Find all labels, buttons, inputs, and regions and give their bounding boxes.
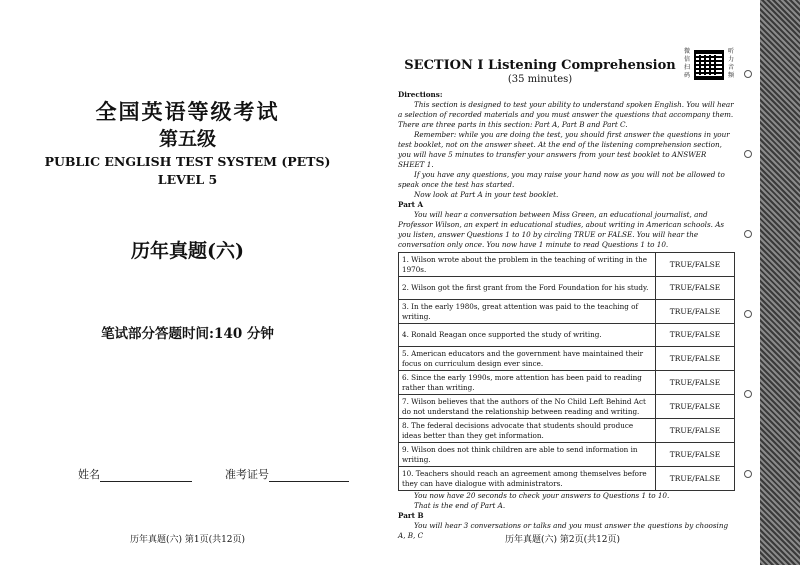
section-time: (35 minutes): [507, 74, 573, 85]
question-text: 8. The federal decisions advocate that students should produce ideas better than they get information.: [399, 419, 656, 443]
question-text: 9. Wilson does not think children are able to send information in writing.: [399, 443, 656, 467]
table-row: [399, 300, 735, 324]
exam-title-en: PUBLIC ENGLISH TEST SYSTEM (PETS): [44, 154, 331, 169]
cover-page: [0, 0, 375, 565]
binding-hole: [744, 70, 752, 78]
binding-hole: [744, 470, 752, 478]
true-false-choice[interactable]: TRUE/FALSE: [656, 277, 735, 300]
page-footer: 历年真题(六) 第2页(共12页): [504, 535, 621, 545]
level-en: LEVEL 5: [157, 172, 218, 187]
exam-title-cn: 全国英语等级考试: [95, 99, 280, 124]
question-text: 5. American educators and the government have maintained their focus on curriculum design ever since.: [399, 347, 656, 371]
question-text: 3. In the early 1980s, great attention was paid to the teaching of writing.: [399, 300, 656, 324]
table-row: [399, 277, 735, 300]
paper-title: 历年真题(六): [131, 240, 244, 262]
true-false-choice[interactable]: TRUE/FALSE: [656, 419, 735, 443]
table-row: [399, 347, 735, 371]
true-false-choice[interactable]: TRUE/FALSE: [656, 371, 735, 395]
qr-code-icon[interactable]: [694, 50, 724, 80]
true-false-choice[interactable]: TRUE/FALSE: [656, 347, 735, 371]
binding-hole: [744, 150, 752, 158]
table-row: [399, 443, 735, 467]
qr-caption-right: 听力音频: [728, 48, 735, 79]
part-b-intro: You will hear 3 conversations or talks and you must answer the questions by choosing A, B, C: [398, 521, 729, 540]
directions-para-3: If you have any questions, you may raise your hand now as you will not be allowed to speak once the test has started.: [398, 170, 725, 189]
exam-number-field[interactable]: [225, 466, 349, 482]
true-false-choice[interactable]: TRUE/FALSE: [656, 443, 735, 467]
table-row: [399, 419, 735, 443]
exam-number-blank[interactable]: [269, 471, 349, 482]
section-body: [398, 90, 735, 541]
table-row: [399, 324, 735, 347]
true-false-choice[interactable]: TRUE/FALSE: [656, 300, 735, 324]
qr-caption-left: 微信扫码: [684, 48, 691, 79]
true-false-choice[interactable]: TRUE/FALSE: [656, 324, 735, 347]
question-text: 10. Teachers should reach an agreement among themselves before they can have dialogue with administrators.: [399, 467, 656, 491]
name-label: 姓名: [78, 468, 100, 481]
question-text: 2. Wilson got the first grant from the Ford Foundation for his study.: [399, 277, 656, 300]
directions-para-1: This section is designed to test your ability to understand spoken English. You will hear a selection of recorded materials and you must answer the questions that accompany them. There are three parts in this section: Part A, Part B and Part C.: [398, 100, 734, 129]
true-false-choice[interactable]: TRUE/FALSE: [656, 253, 735, 277]
part-b-heading: Part B: [398, 511, 424, 520]
question-text: 1. Wilson wrote about the problem in the teaching of writing in the 1970s.: [399, 253, 656, 277]
exam-number-label: 准考证号: [225, 468, 269, 481]
part-a-heading: Part A: [398, 200, 424, 209]
table-row: [399, 253, 735, 277]
table-row: [399, 395, 735, 419]
end-part-a-note: That is the end of Part A.: [414, 501, 506, 510]
listening-page: [390, 0, 735, 565]
directions-para-4: Now look at Part A in your test booklet.: [414, 190, 559, 199]
table-row: [399, 371, 735, 395]
table-row: [399, 467, 735, 491]
check-answers-note: You now have 20 seconds to check your answers to Questions 1 to 10.: [414, 491, 670, 500]
binding-hole: [744, 310, 752, 318]
true-false-choice[interactable]: TRUE/FALSE: [656, 467, 735, 491]
time-note: 笔试部分答题时间:140 分钟: [101, 326, 274, 342]
page-footer: 历年真题(六) 第1页(共12页): [129, 535, 246, 545]
directions-heading: Directions:: [398, 90, 443, 99]
level-cn: 第五级: [158, 128, 216, 150]
binding-hole: [744, 230, 752, 238]
true-false-choice[interactable]: TRUE/FALSE: [656, 395, 735, 419]
question-text: 4. Ronald Reagan once supported the study of writing.: [399, 324, 656, 347]
directions-para-2: Remember: while you are doing the test, you should first answer the questions in your test booklet, not on the answer sheet. At the end of the listening comprehension section, you will have 5 minutes to transfer your answers from your test booklet to ANSWER SHEET 1.: [398, 130, 730, 169]
binding-holes: [744, 0, 754, 565]
name-blank[interactable]: [100, 471, 192, 482]
questions-table: [398, 252, 735, 491]
part-a-intro: You will hear a conversation between Miss Green, an educational journalist, and Professor Wilson, an expert in educational studies, about writing in American schools. As you listen, answer Questions 1 to 10 by circling TRUE or FALSE. You will hear the conversation only once. You now have 1 minute to read Questions 1 to 10.: [398, 210, 725, 249]
binding-strip: [760, 0, 800, 565]
binding-hole: [744, 390, 752, 398]
question-text: 6. Since the early 1990s, more attention has been paid to reading rather than writing.: [399, 371, 656, 395]
section-title: SECTION I Listening Comprehension: [404, 58, 676, 73]
question-text: 7. Wilson believes that the authors of the No Child Left Behind Act do not understand the relationship between reading and writing.: [399, 395, 656, 419]
name-field[interactable]: [78, 466, 192, 482]
